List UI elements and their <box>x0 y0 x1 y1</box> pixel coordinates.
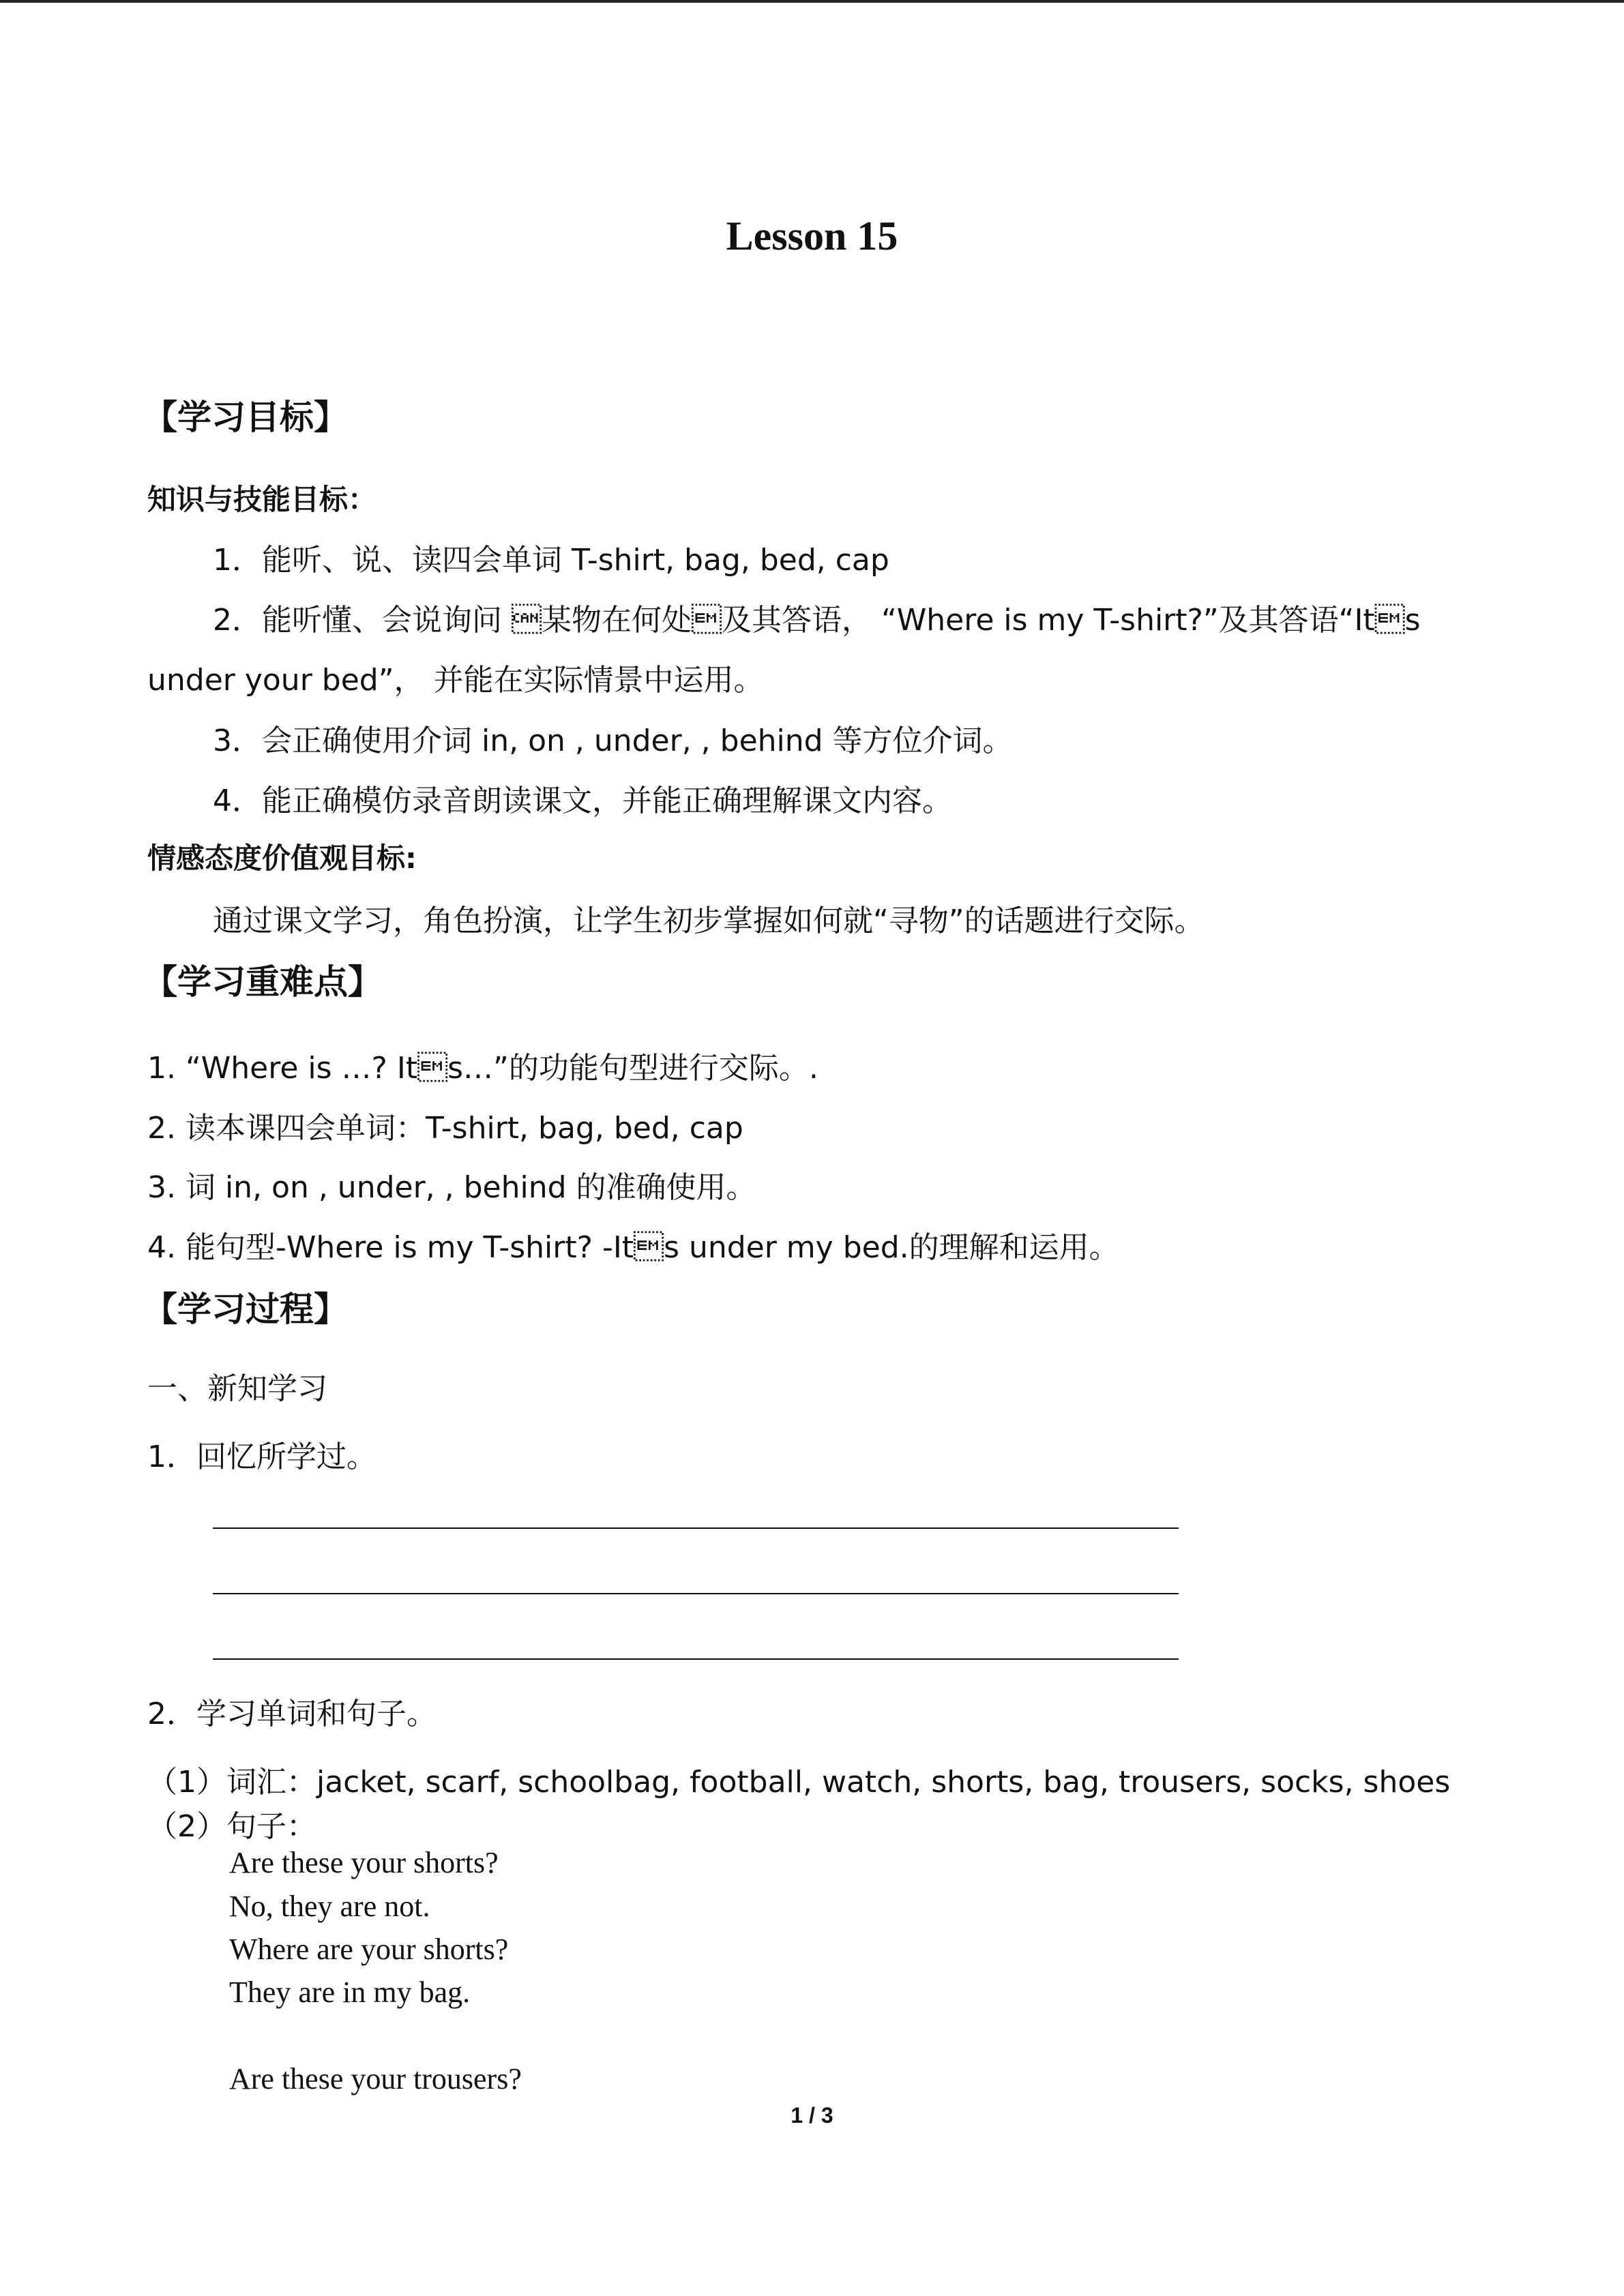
emotion-values-heading: 情感态度价值观目标: <box>147 841 417 875</box>
page-number: 1 / 3 <box>791 2103 833 2128</box>
objective-item-2-continued: under your bed”， 并能在实际情景中运用。 <box>147 663 764 698</box>
part-new-knowledge-heading: 一、新知学习 <box>147 1371 327 1406</box>
knowledge-skill-heading: 知识与技能目标： <box>147 483 377 516</box>
objective-item-3: 3．会正确使用介词 in, on , under, , behind 等方位介词。 <box>213 724 1013 758</box>
answer-blank-line-3[interactable] <box>213 1658 1179 1660</box>
sentence-line: Are these your shorts? <box>229 1846 499 1879</box>
step-2-learn-words: 2．学习单词和句子。 <box>147 1697 437 1731</box>
emotion-values-text: 通过课文学习，角色扮演，让学生初步掌握如何就“寻物”的话题进行交际。 <box>213 904 1205 938</box>
page-title: Lesson 15 <box>726 213 898 258</box>
sentences-label: （2）句子： <box>147 1809 316 1844</box>
objective-item-2: 2．能听懂、会说询问 某物在何处及其答语， “Where is my T-shirt?”及其答语“Its <box>213 603 1421 638</box>
sentence-line: They are in my bag. <box>229 1976 471 2009</box>
key-point-item-1: 1. “Where is …? Its…”的功能句型进行交际。. <box>147 1051 818 1086</box>
step-1-recall: 1．回忆所学过。 <box>147 1440 377 1474</box>
section-heading-objectives: 【学习目标】 <box>143 398 348 437</box>
sentence-line: Where are your shorts? <box>229 1933 509 1966</box>
answer-blank-line-1[interactable] <box>213 1527 1179 1529</box>
key-point-item-2: 2. 读本课四会单词：T-shirt, bag, bed, cap <box>147 1111 743 1146</box>
objective-item-4: 4．能正确模仿录音朗读课文，并能正确理解课文内容。 <box>213 784 952 818</box>
sentence-line: No, they are not. <box>229 1890 430 1923</box>
section-heading-key-points: 【学习重难点】 <box>143 962 382 1002</box>
key-point-item-3: 3. 词 in, on , under, , behind 的准确使用。 <box>147 1170 756 1205</box>
answer-blank-line-2[interactable] <box>213 1593 1179 1594</box>
sentence-line: Are these your trousers? <box>229 2062 522 2096</box>
key-point-item-4: 4. 能句型-Where is my T-shirt? -Its under my bed.的理解和运用。 <box>147 1230 1119 1265</box>
vocabulary-line: （1）词汇：jacket, scarf, schoolbag, football, watch, shorts, bag, trousers, socks, shoes <box>147 1765 1451 1800</box>
objective-item-1: 1．能听、说、读四会单词 T-shirt, bag, bed, cap <box>213 543 889 578</box>
section-heading-process: 【学习过程】 <box>143 1289 348 1329</box>
page-top-border <box>0 0 1624 3</box>
